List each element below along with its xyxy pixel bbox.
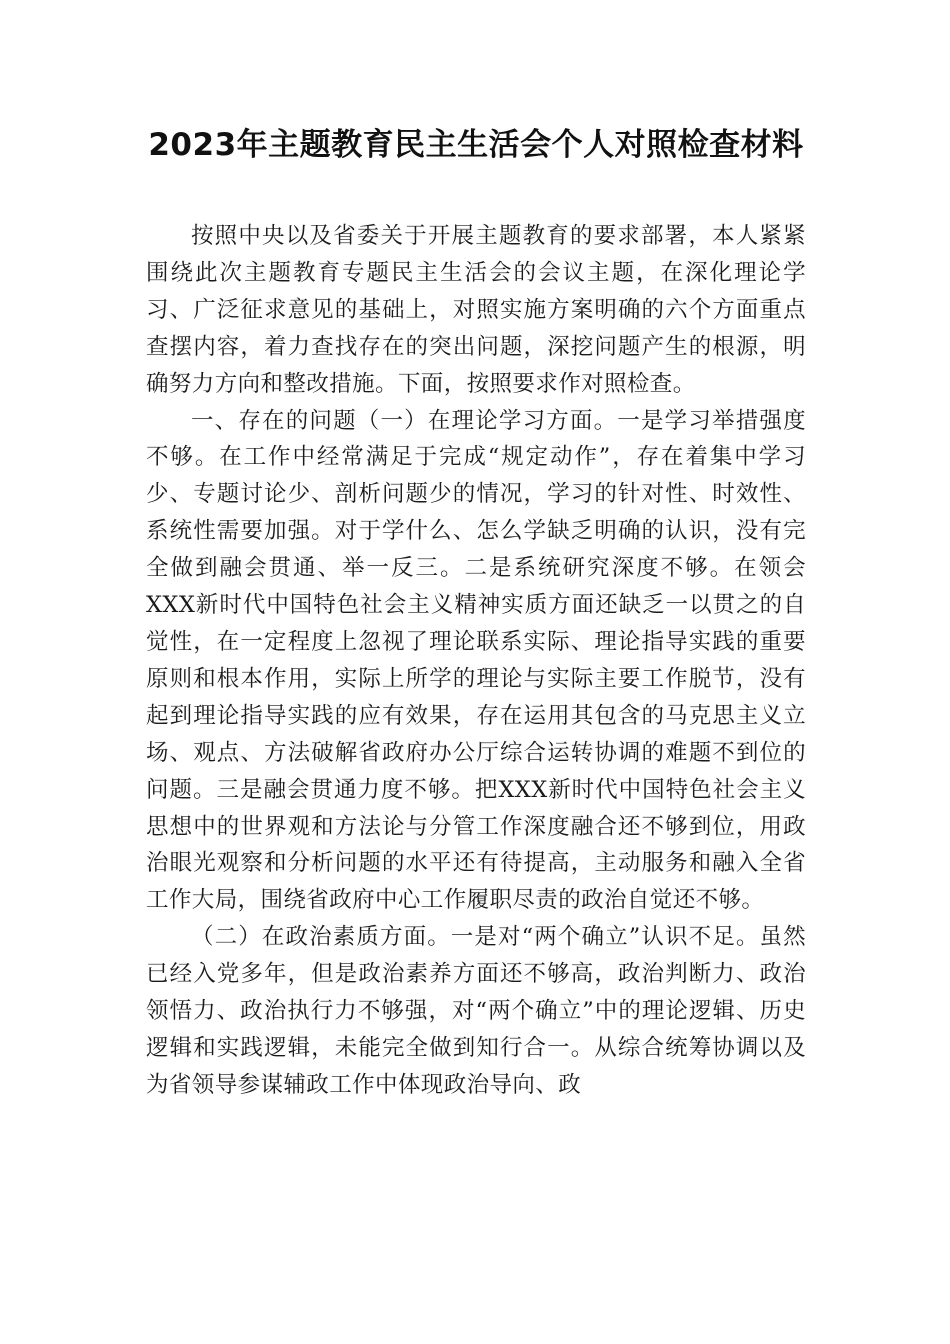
paragraph-theory-study: 一、存在的问题（一）在理论学习方面。一是学习举措强度不够。在工作中经常满足于完成“规定动作”，存在着集中学习少、专题讨论少、剖析问题少的情况，学习的针对性、时效性、系统性需要加强。对于学什么、怎么学缺乏明确的认识，没有完全做到融会贯通、举一反三。二是系统研究深度不够。在领会XXX新时代中国特色社会主义精神实质方面还缺乏一以贯之的自觉性，在一定程度上忽视了理论联系实际、理论指导实践的重要原则和根本作用，实际上所学的理论与实际主要工作脱节，没有起到理论指导实践的应有效果，存在运用其包含的马克思主义立场、观点、方法破解省政府办公厅综合运转协调的难题不到位的问题。三是融会贯通力度不够。把XXX新时代中国特色社会主义思想中的世界观和方法论与分管工作深度融合还不够到位，用政治眼光观察和分析问题的水平还有待提高，主动服务和融入全省工作大局，围绕省政府中心工作履职尽责的政治自觉还不够。 [146, 407, 806, 914]
paragraph-intro: 按照中央以及省委关于开展主题教育的要求部署，本人紧紧围绕此次主题教育专题民主生活会的会议主题，在深化理论学习、广泛征求意见的基础上，对照实施方案明确的六个方面重点查摆内容，着力查找存在的突出问题，深挖问题产生的根源，明确努力方向和整改措施。下面，按照要求作对照检查。 [146, 223, 806, 397]
document-title: 2023年主题教育民主生活会个人对照检查材料 [148, 127, 804, 163]
paragraph-political-quality: （二）在政治素质方面。一是对“两个确立”认识不足。虽然已经入党多年，但是政治素养方面还不够高，政治判断力、政治领悟力、政治执行力不够强，对“两个确立”中的理论逻辑、历史逻辑和实践逻辑，未能完全做到知行合一。从综合统筹协调以及为省领导参谋辅政工作中体现政治导向、政 [146, 924, 806, 1098]
document-body [146, 218, 806, 1104]
